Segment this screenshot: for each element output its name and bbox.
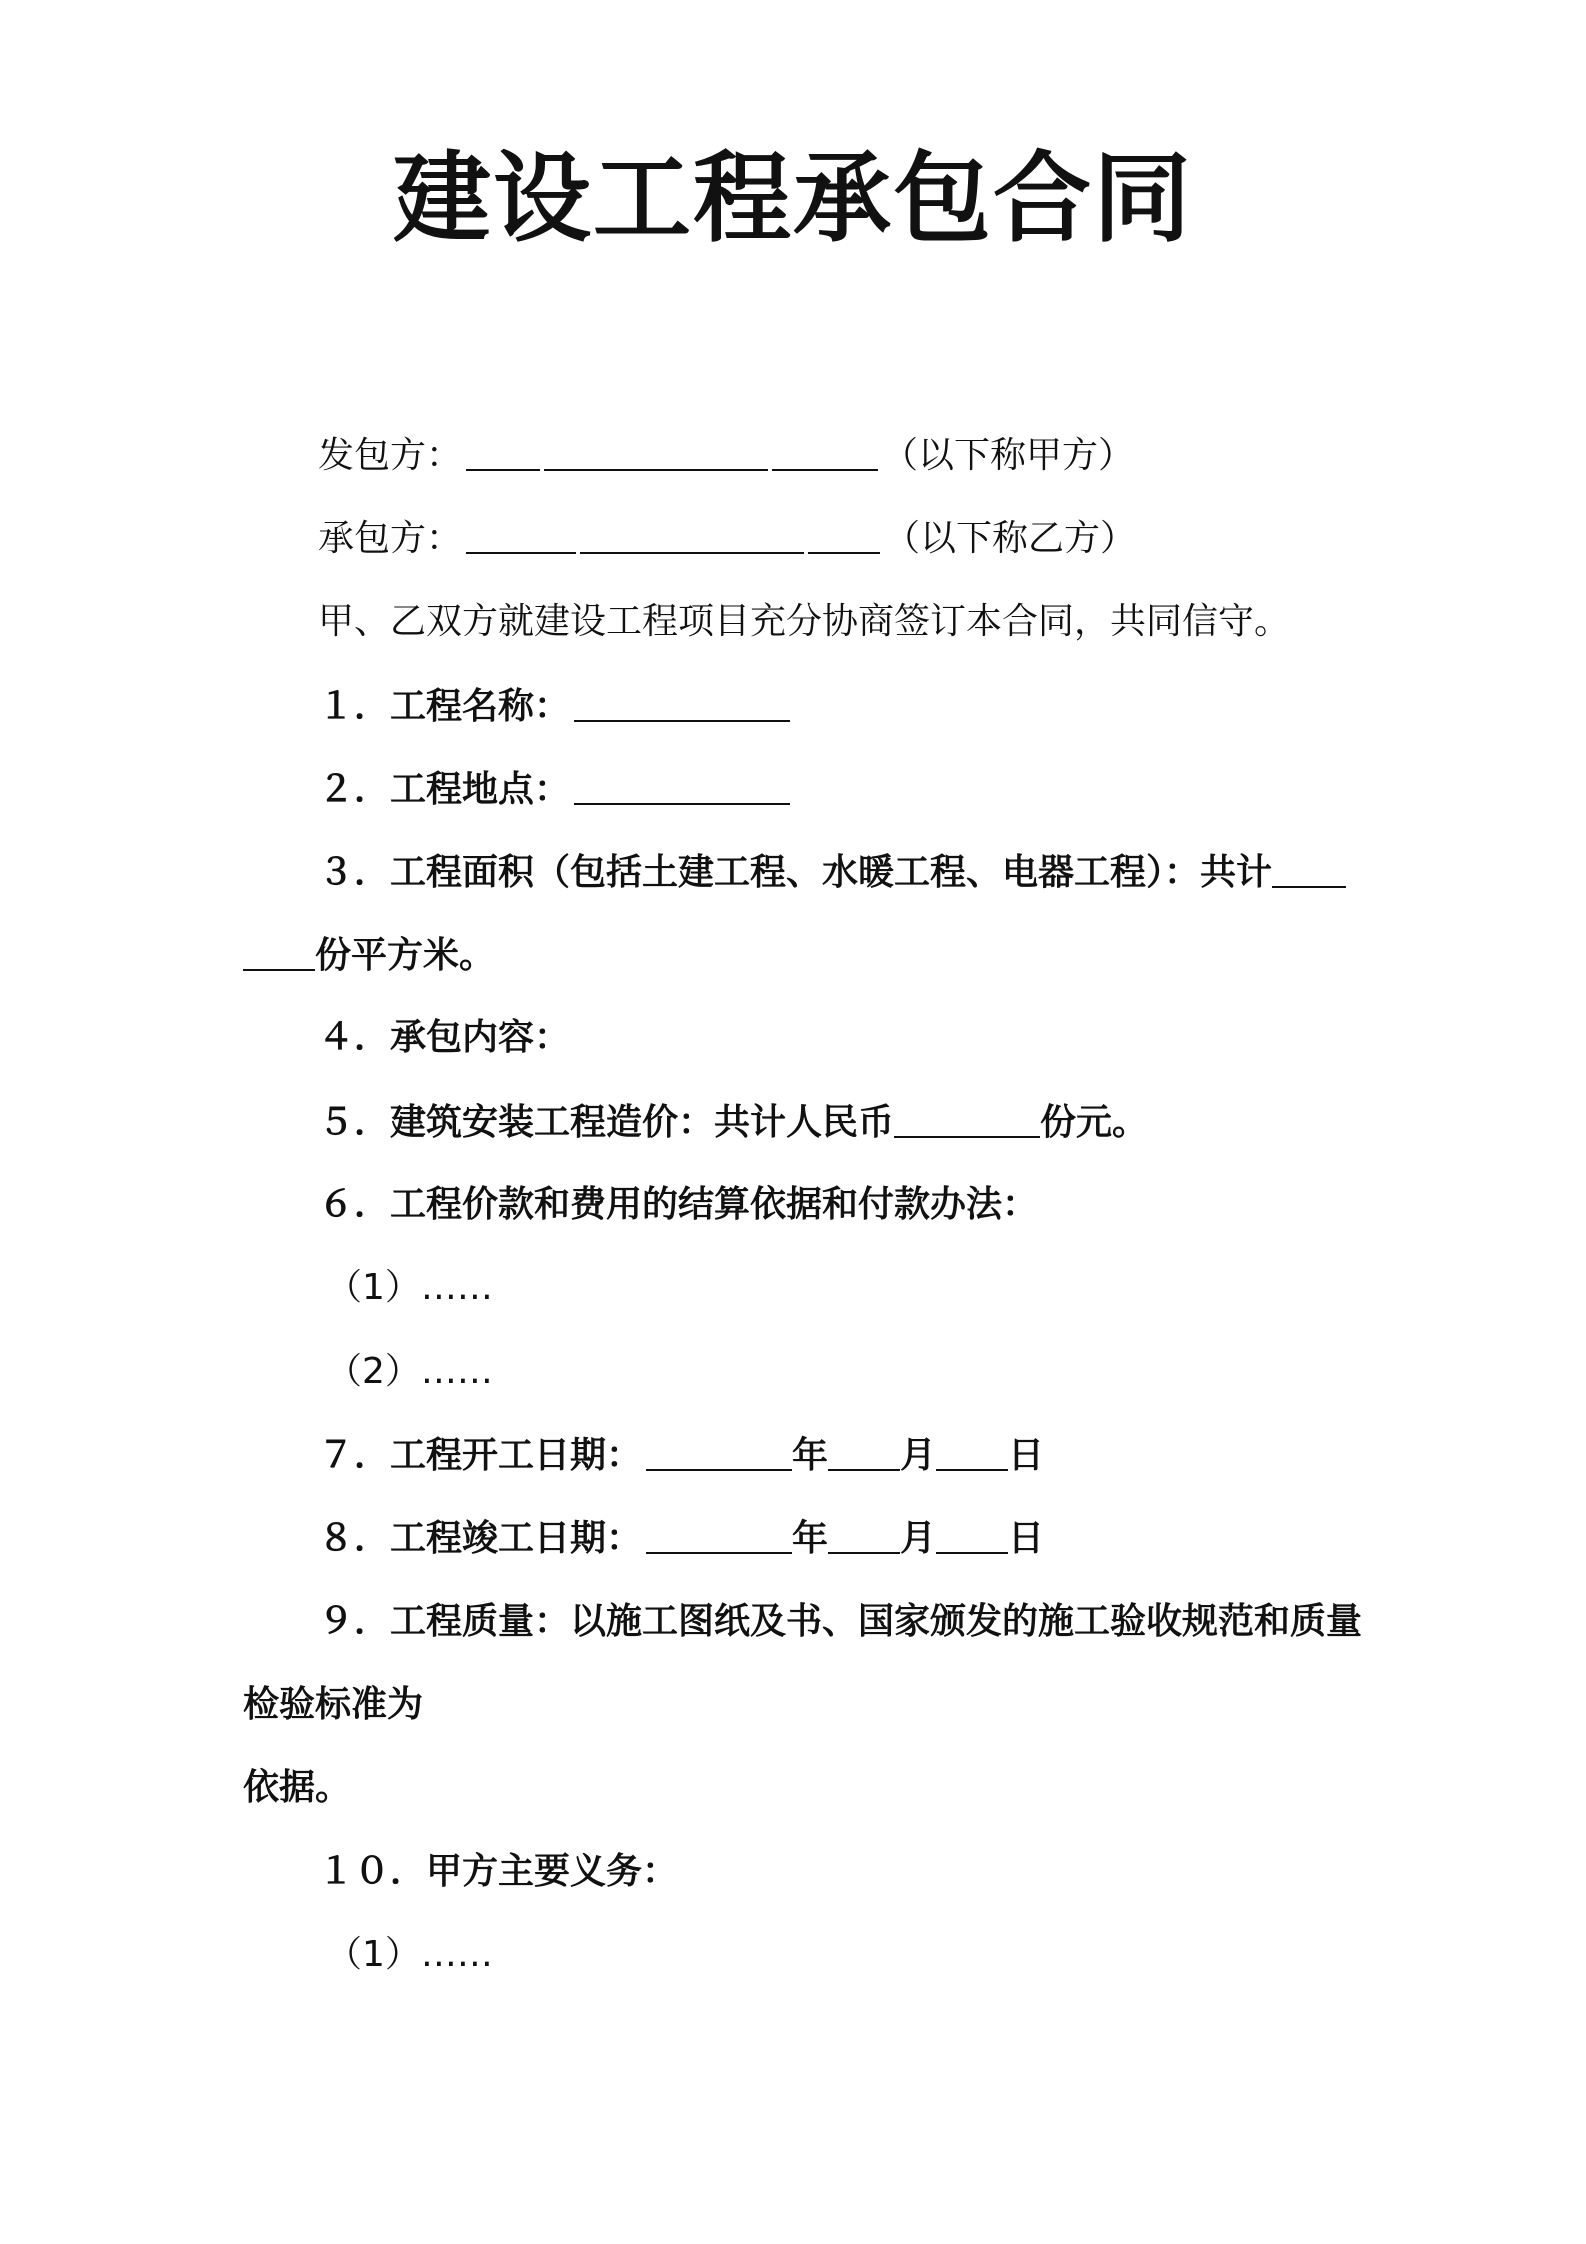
item-6-sub-2: （2）…… [326,1351,493,1392]
item-7-day-blank [936,1437,1008,1471]
intro-text: 甲、乙双方就建设工程项目充分协商签订本合同，共同信守。 [318,601,1291,642]
item-7-month-blank [828,1437,900,1471]
item-3-line [318,854,1346,891]
item-4-label: ４．承包内容： [318,1017,571,1058]
party-b-blank-3 [808,520,880,554]
item-10-label: １０．甲方主要义务： [318,1851,679,1892]
party-b-line [318,520,1136,557]
party-a-blank-1 [466,437,540,471]
item-5-label: ５．建筑安装工程造价：共计人民币 [318,1102,895,1143]
item-6-sub-1: （1）…… [326,1267,493,1308]
party-a-suffix: （以下称甲方） [882,435,1135,476]
item-1-blank [574,688,790,722]
item-7-year-blank [646,1437,792,1471]
party-a-blank-2 [544,437,768,471]
item-8-month-blank [828,1520,900,1554]
item-1-label: １．工程名称： [318,686,571,727]
item-8-year-label: 年 [792,1518,829,1559]
item-5-unit: 份元。 [1040,1102,1149,1143]
item-2-blank [574,771,790,805]
item-7-year-label: 年 [792,1435,829,1476]
item-9-line-1: ９．工程质量：以施工图纸及书、国家颁发的施工验收规范和质量 [318,1601,1363,1642]
item-8-line [318,1520,1044,1557]
party-a-line [318,437,1134,474]
item-7-month-label: 月 [900,1435,937,1476]
item-10-sub-1: （1）…… [326,1934,493,1975]
party-b-suffix: （以下称乙方） [884,518,1137,559]
party-a-blank-3 [772,437,878,471]
item-3-continuation [243,937,495,974]
item-5-blank [894,1104,1040,1138]
item-8-month-label: 月 [900,1518,937,1559]
party-b-label: 承包方： [318,518,463,559]
item-3-blank-2 [243,937,315,971]
document-title: 建设工程承包合同 [392,142,1193,256]
item-5-line [318,1104,1148,1141]
item-8-year-blank [646,1520,792,1554]
party-b-blank-2 [580,520,804,554]
item-2-label: ２．工程地点： [318,769,571,810]
item-1-line [318,688,790,725]
item-8-day-label: 日 [1008,1518,1045,1559]
item-6-label: ６．工程价款和费用的结算依据和付款办法： [318,1184,1039,1225]
item-2-line [318,771,790,808]
item-3-blank-1 [1272,854,1346,888]
item-9-line-2: 检验标准为 [243,1684,424,1725]
item-8-day-blank [936,1520,1008,1554]
item-3-unit: 份平方米。 [315,935,496,976]
item-8-label: ８．工程竣工日期： [318,1518,643,1559]
item-7-day-label: 日 [1008,1435,1045,1476]
item-3-label: ３．工程面积（包括土建工程、水暖工程、电器工程）：共计 [318,852,1273,893]
item-7-line [318,1437,1044,1474]
item-9-line-3: 依据。 [243,1767,352,1808]
party-a-label: 发包方： [318,435,463,476]
party-b-blank-1 [466,520,576,554]
item-7-label: ７．工程开工日期： [318,1435,643,1476]
